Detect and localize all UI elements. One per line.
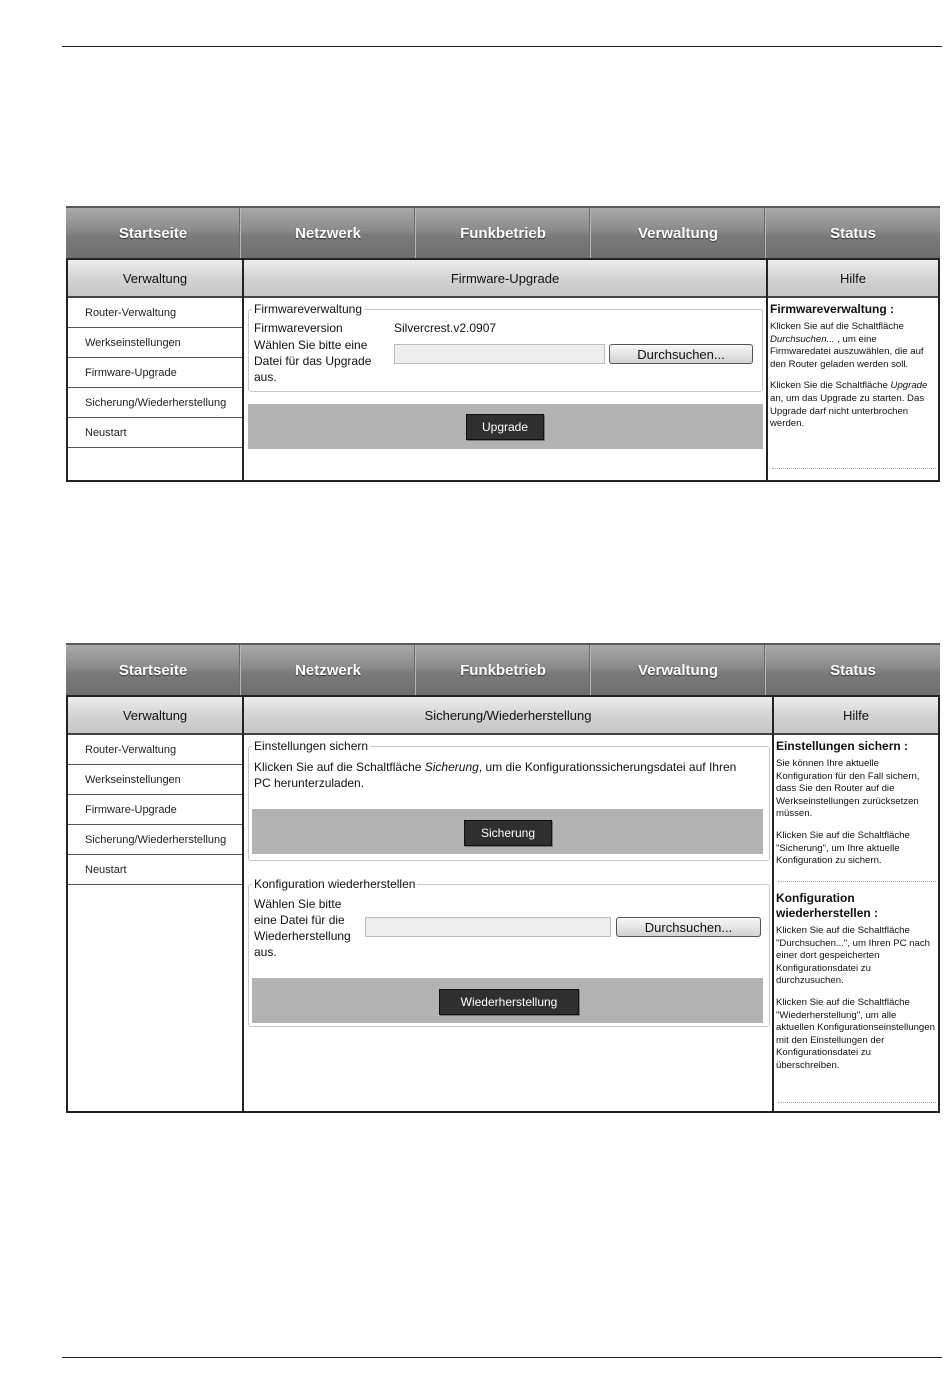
help-divider <box>778 1102 936 1103</box>
screenshot-firmware-upgrade <box>66 206 940 482</box>
tab-funkbetrieb[interactable]: Funkbetrieb <box>416 645 591 695</box>
sidebar-item-werkseinstellungen[interactable]: Werkseinstellungen <box>68 765 242 795</box>
content-frame <box>66 695 940 1113</box>
top-navigation <box>66 206 940 260</box>
sidebar-title: Verwaltung <box>68 697 242 735</box>
sidebar-item-firmware-upgrade[interactable]: Firmware-Upgrade <box>68 358 242 388</box>
backup-description: Klicken Sie auf die Schaltfläche Sicherung, um die Konfigurationssicherungsdatei auf Ihren PC herunterzuladen. <box>254 760 737 790</box>
sidebar-item-sicherung[interactable]: Sicherung/Wiederherstellung <box>68 388 242 418</box>
firmware-legend: Firmwareverwaltung <box>254 302 363 316</box>
firmware-file-label: Wählen Sie bitte eine Datei für das Upgrade aus. <box>254 338 372 384</box>
content-frame <box>66 258 940 482</box>
restore-file-input[interactable] <box>365 917 611 937</box>
help-text-backup <box>776 739 936 877</box>
sidebar-item-neustart[interactable]: Neustart <box>68 855 242 885</box>
backup-button[interactable]: Sicherung <box>464 820 552 846</box>
main-panel <box>244 260 766 480</box>
firmware-file-input[interactable] <box>394 344 605 364</box>
tab-netzwerk[interactable]: Netzwerk <box>241 645 416 695</box>
page-bottom-rule <box>62 1357 942 1358</box>
tab-status[interactable]: Status <box>830 661 876 679</box>
tab-startseite[interactable]: Startseite <box>66 208 241 258</box>
restore-browse-button[interactable]: Durchsuchen... <box>616 917 761 937</box>
help-paragraph: Klicken Sie auf die Schaltfläche "Durchsuchen...", um Ihren PC nach einer dort gespeicherten Konfigurationsdatei zu durchzusuchen. <box>776 925 930 987</box>
tab-verwaltung[interactable]: Verwaltung <box>591 645 766 695</box>
tab-status[interactable]: Status <box>830 224 876 242</box>
tab-verwaltung[interactable]: Verwaltung <box>591 208 766 258</box>
sidebar-item-router-verwaltung[interactable]: Router-Verwaltung <box>68 298 242 328</box>
restore-legend: Konfiguration wiederherstellen <box>254 877 416 891</box>
sidebar-item-firmware-upgrade[interactable]: Firmware-Upgrade <box>68 795 242 825</box>
page-title: Sicherung/Wiederherstellung <box>244 697 772 735</box>
help-paragraph: Klicken Sie auf die Schaltfläche "Sicherung", um Ihre aktuelle Konfiguration zu sichern. <box>776 829 910 867</box>
help-title: Hilfe <box>774 697 938 735</box>
tab-funkbetrieb[interactable]: Funkbetrieb <box>416 208 591 258</box>
sidebar <box>68 260 244 480</box>
help-text <box>770 302 936 440</box>
help-paragraph: Sie können Ihre aktuelle Konfiguration für den Fall sichern, dass Sie den Router auf die Werkseinstellungen zurücksetzen müssen. <box>776 758 920 820</box>
tab-startseite[interactable]: Startseite <box>66 645 241 695</box>
restore-button[interactable]: Wiederherstellung <box>439 989 579 1015</box>
sidebar-title: Verwaltung <box>68 260 242 298</box>
help-text-restore <box>776 891 936 1082</box>
help-panel <box>772 697 938 1111</box>
help-paragraph: Klicken Sie auf die Schaltfläche Durchsuchen... , um eine Firmwaredatei auszuwählen, die auf den Router geladen werden soll. <box>770 321 924 370</box>
help-paragraph: Klicken Sie die Schaltfläche Upgrade an, um das Upgrade zu starten. Das Upgrade darf nicht unterbrochen werden. <box>770 380 928 430</box>
help-heading: Einstellungen sichern : <box>776 739 909 753</box>
sidebar-item-router-verwaltung[interactable]: Router-Verwaltung <box>68 735 242 765</box>
restore-file-label: Wählen Sie bitte eine Datei für die Wiederherstellung aus. <box>254 897 351 959</box>
upgrade-button[interactable]: Upgrade <box>466 414 544 440</box>
help-divider <box>778 881 936 882</box>
firmware-version-value: Silvercrest.v2.0907 <box>394 321 497 335</box>
top-navigation <box>66 643 940 697</box>
page-top-rule <box>62 46 942 47</box>
sidebar <box>68 697 244 1111</box>
help-paragraph: Klicken Sie auf die Schaltfläche "Wiederherstellung", um alle aktuellen Konfigurationseinstellungen mit den Einstellungen der Konfigurationsdatei zu überschreiben. <box>776 996 935 1071</box>
firmware-browse-button[interactable]: Durchsuchen... <box>609 344 753 364</box>
sidebar-item-neustart[interactable]: Neustart <box>68 418 242 448</box>
firmware-version-label: Firmwareversion <box>254 321 343 335</box>
help-divider <box>772 468 936 469</box>
backup-legend: Einstellungen sichern <box>254 739 369 753</box>
help-panel <box>766 260 938 480</box>
sidebar-item-sicherung[interactable]: Sicherung/Wiederherstellung <box>68 825 242 855</box>
main-panel <box>244 697 772 1111</box>
page-title: Firmware-Upgrade <box>244 260 766 298</box>
screenshot-sicherung <box>66 643 940 1113</box>
help-title: Hilfe <box>768 260 938 298</box>
help-heading: Firmwareverwaltung : <box>770 302 895 316</box>
help-heading: Konfiguration wiederherstellen : <box>776 891 879 920</box>
tab-netzwerk[interactable]: Netzwerk <box>241 208 416 258</box>
sidebar-item-werkseinstellungen[interactable]: Werkseinstellungen <box>68 328 242 358</box>
